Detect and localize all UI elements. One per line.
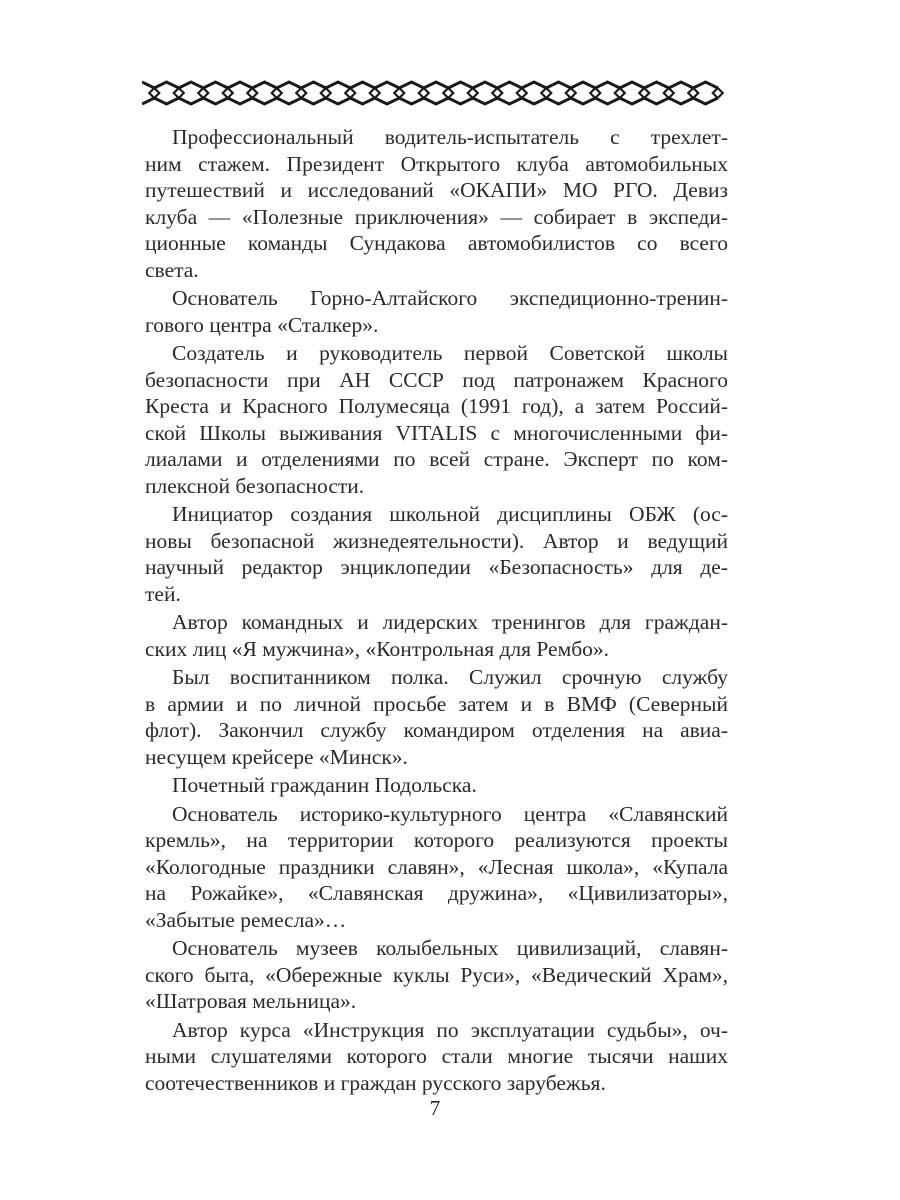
text-line: в армии и по личной просьбе затем и в ВМФ (Северный bbox=[145, 691, 728, 716]
text-line: несущем крейсере «Минск». bbox=[145, 744, 408, 769]
page-number: 7 bbox=[429, 1096, 441, 1120]
text-line: клуба — «Полезные приключения» — собирает в экспеди- bbox=[145, 204, 728, 229]
ornament-diamond bbox=[321, 88, 331, 98]
ornament-diamond bbox=[272, 88, 282, 98]
paragraph bbox=[145, 285, 728, 338]
text-line: «Шатровая мельница». bbox=[145, 989, 357, 1013]
text-line: плексной безопасности. bbox=[145, 473, 365, 498]
text-line: новы безопасной жизнедеятельности). Автор и ведущий bbox=[145, 528, 728, 553]
paragraph bbox=[145, 801, 728, 934]
paragraph bbox=[145, 772, 728, 799]
text-line: ских лиц «Я мужчина», «Контрольная для Рембо». bbox=[145, 636, 610, 661]
text-line: Основатель музеев колыбельных цивилизаций, славян- bbox=[172, 936, 728, 960]
text-line: ской Школы выживания VITALIS с многочисленными фи- bbox=[145, 420, 728, 445]
text-line: ционные команды Сундакова автомобилистов со всего bbox=[145, 231, 728, 255]
text-line: флот). Закончил службу командиром отделения на авиа- bbox=[145, 718, 728, 742]
ornament-diamond bbox=[370, 88, 380, 98]
ornament-diamond bbox=[615, 88, 625, 98]
text-line: «Забытые ремесла»… bbox=[145, 907, 347, 932]
ornament-diamond bbox=[688, 88, 698, 98]
paragraph bbox=[145, 664, 728, 770]
ornament-diamond bbox=[443, 88, 453, 98]
text-line: соотечественников и граждан русского зарубежья. bbox=[145, 1070, 606, 1095]
body-text bbox=[145, 124, 728, 1096]
ornament-diamond bbox=[247, 88, 257, 98]
paragraph bbox=[145, 609, 728, 662]
text-line: безопасности при АН СССР под патронажем Красного bbox=[145, 367, 728, 392]
ornament-diamond bbox=[517, 88, 527, 98]
text-line: кремль», на территории которого реализуются проекты bbox=[145, 828, 728, 852]
text-line: света. bbox=[145, 257, 199, 282]
ornament-diamond bbox=[468, 88, 478, 98]
paragraph bbox=[145, 501, 728, 607]
text-line: Инициатор создания школьной дисциплины ОБЖ (ос- bbox=[172, 502, 728, 526]
text-line: Креста и Красного Полумесяца (1991 год), а затем Россий- bbox=[145, 394, 728, 418]
ornament-diamond bbox=[296, 88, 306, 98]
text-line: на Рожайке», «Славянская дружина», «Цивилизаторы», bbox=[145, 881, 728, 905]
text-line: Профессиональный водитель-испытатель с трехлет- bbox=[172, 125, 728, 149]
text-line: Основатель Горно-Алтайского экспедиционно-тренин- bbox=[172, 286, 728, 310]
text-line: ными слушателями которого стали многие тысячи наших bbox=[145, 1044, 728, 1068]
text-line: Автор курса «Инструкция по эксплуатации судьбы», оч- bbox=[172, 1017, 728, 1042]
ornament-diamond bbox=[149, 88, 159, 98]
ornament-diamond bbox=[394, 88, 404, 98]
paragraph bbox=[145, 935, 728, 1015]
ornament-diamond bbox=[664, 88, 674, 98]
ornament-diamond bbox=[492, 88, 502, 98]
text-line: путешествий и исследований «ОКАПИ» МО РГО. Девиз bbox=[145, 178, 728, 202]
text-line: Почетный гражданин Подольска. bbox=[172, 773, 477, 797]
ornament-diamond bbox=[174, 88, 184, 98]
text-line: Был воспитанником полка. Служил срочную службу bbox=[172, 665, 728, 689]
ornament-diamond bbox=[713, 88, 723, 98]
ornament-diamond bbox=[566, 88, 576, 98]
paragraph bbox=[145, 124, 728, 283]
ornament-diamond bbox=[639, 88, 649, 98]
text-line: ского быта, «Обережные куклы Руси», «Ведический Храм», bbox=[145, 962, 728, 987]
ornament-diamond bbox=[541, 88, 551, 98]
ornament-diamond bbox=[223, 88, 233, 98]
text-line: «Кологодные праздники славян», «Лесная школа», «Купала bbox=[145, 854, 728, 879]
text-line: Автор командных и лидерских тренингов для граждан- bbox=[172, 610, 728, 634]
ornament-diamond bbox=[198, 88, 208, 98]
text-line: гового центра «Сталкер». bbox=[145, 312, 379, 337]
ornament-diamond bbox=[590, 88, 600, 98]
text-line: лиалами и отделениями по всей стране. Эксперт по ком- bbox=[145, 447, 728, 471]
ornament-diamond bbox=[345, 88, 355, 98]
text-line: Создатель и руководитель первой Советской школы bbox=[172, 341, 728, 365]
text-line: Основатель историко-культурного центра «Славянский bbox=[172, 801, 728, 826]
ornament-diamond bbox=[419, 88, 429, 98]
paragraph bbox=[145, 1017, 728, 1097]
ethnic-border-ornament bbox=[142, 78, 729, 108]
text-line: научный редактор энциклопедии «Безопасность» для де- bbox=[145, 555, 728, 579]
paragraph bbox=[145, 340, 728, 499]
text-line: тей. bbox=[145, 581, 181, 606]
text-line: ним стажем. Президент Открытого клуба автомобильных bbox=[145, 151, 728, 176]
